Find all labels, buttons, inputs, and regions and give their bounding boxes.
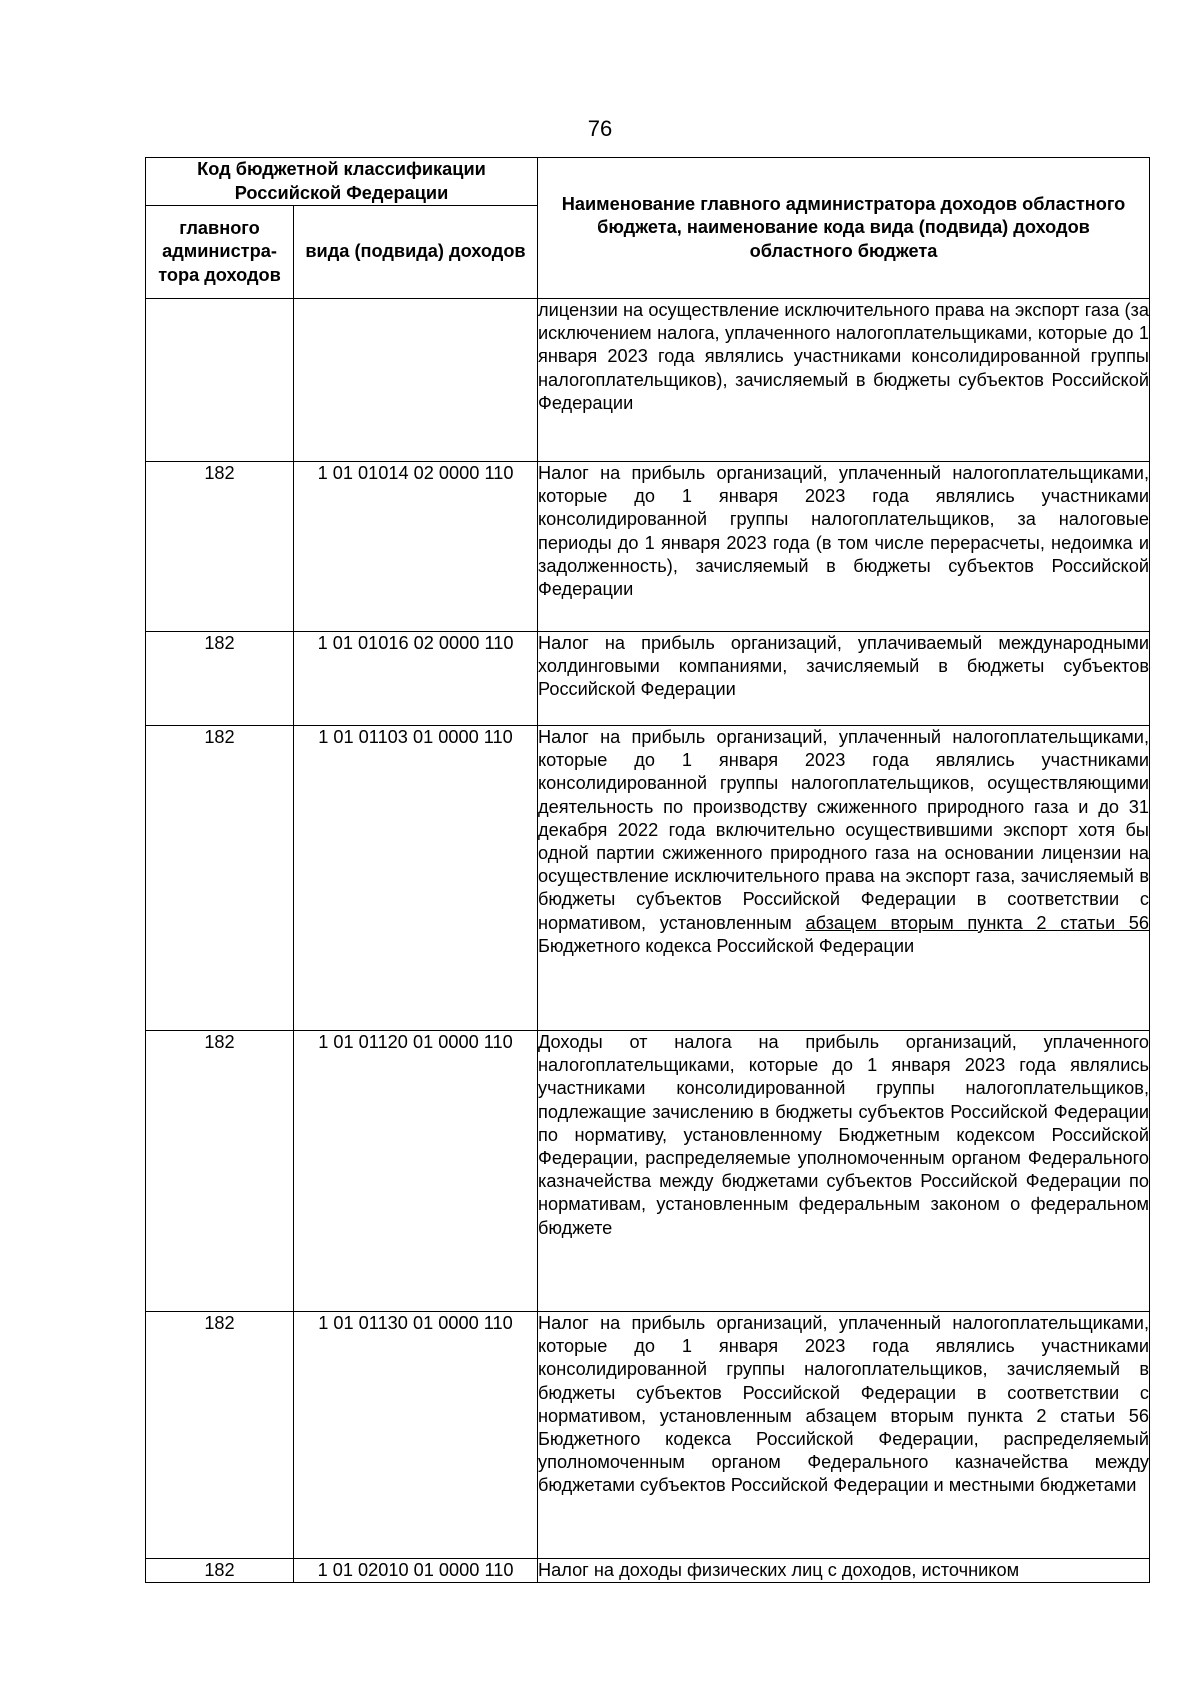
income-code-cell: 1 01 01130 01 0000 110 [294, 1312, 538, 1559]
table-row [146, 1559, 1150, 1583]
page-number: 76 [587, 116, 613, 141]
income-code-cell [294, 299, 538, 462]
income-code-cell: 1 01 02010 01 0000 110 [294, 1559, 538, 1583]
description-cell: лицензии на осуществление исключительного права на экспорт газа (за исключением налога, уплаченного налогоплательщиками, которые до 1 января 2023 года являлись участниками консолидированной группы налогоплательщиков), зачисляемый в бюджеты субъектов Российской Федерации [538, 299, 1150, 462]
description-cell: Налог на прибыль организаций, уплаченный налогоплательщиками, которые до 1 января 2023 года являлись участниками консолидированной группы налогоплательщиков, за налоговые периоды до 1 января 2023 года (в том числе перерасчеты, недоимка и задолженность), зачисляемый в бюджеты субъектов Российской Федерации [538, 462, 1150, 632]
description-cell: Налог на доходы физических лиц с доходов, источником [538, 1559, 1150, 1583]
admin-code-cell [146, 299, 294, 462]
table-row [146, 1312, 1150, 1559]
table-row [146, 1031, 1150, 1312]
admin-code-cell: 182 [146, 726, 294, 1031]
budget-classification-table [145, 157, 1150, 1583]
header-code: вида (подвида) доходов [294, 206, 538, 299]
header-name: Наименование главного администратора доходов областного бюджета, наименование кода вида (подвида) доходов областного бюджета [538, 158, 1150, 299]
income-code-cell: 1 01 01120 01 0000 110 [294, 1031, 538, 1312]
income-code-cell: 1 01 01016 02 0000 110 [294, 632, 538, 726]
description-text: Бюджетного кодекса Российской Федерации [538, 935, 915, 956]
admin-code-cell: 182 [146, 1312, 294, 1559]
admin-code-cell: 182 [146, 1031, 294, 1312]
table-row [146, 632, 1150, 726]
description-cell: Налог на прибыль организаций, уплачиваемый международными холдинговыми компаниями, зачисляемый в бюджеты субъектов Российской Федерации [538, 632, 1150, 726]
admin-code-cell: 182 [146, 462, 294, 632]
admin-code-cell: 182 [146, 632, 294, 726]
admin-code-cell: 182 [146, 1559, 294, 1583]
description-cell [538, 726, 1150, 1031]
table-row [146, 299, 1150, 462]
description-text: Налог на прибыль организаций, уплаченный налогоплательщиками, которые до 1 января 2023 года являлись участниками консолидированной группы налогоплательщиков, осуществляющими деятельность по производству сжиженного природного газа и до 31 декабря 2022 года включительно осуществившими экспорт хотя бы одной партии сжиженного природного газа на основании лицензии на осуществление исключительного права на экспорт газа, зачисляемый в бюджеты субъектов Российской Федерации в соответствии с нормативом, установленным [538, 727, 1149, 933]
table-row [146, 726, 1150, 1031]
description-cell: Налог на прибыль организаций, уплаченный налогоплательщиками, которые до 1 января 2023 года являлись участниками консолидированной группы налогоплательщиков, зачисляемый в бюджеты субъектов Российской Федерации в соответствии с нормативом, установленным абзацем вторым пункта 2 статьи 56 Бюджетного кодекса Российской Федерации, распределяемый уполномоченным органом Федерального казначейства между бюджетами субъектов Российской Федерации и местными бюджетами [538, 1312, 1150, 1559]
budget-code-article-link[interactable]: абзацем вторым пункта 2 статьи 56 [805, 912, 1149, 933]
income-code-cell: 1 01 01014 02 0000 110 [294, 462, 538, 632]
header-kbk-group: Код бюджетной классификации Российской Федерации [146, 158, 538, 206]
header-admin: главного администра-тора доходов [146, 206, 294, 299]
table-header [146, 158, 1150, 299]
income-code-cell: 1 01 01103 01 0000 110 [294, 726, 538, 1031]
description-cell: Доходы от налога на прибыль организаций, уплаченного налогоплательщиками, которые до 1 января 2023 года являлись участниками консолидированной группы налогоплательщиков, подлежащие зачислению в бюджеты субъектов Российской Федерации по нормативу, установленному Бюджетным кодексом Российской Федерации, распределяемые уполномоченным органом Федерального казначейства между бюджетами субъектов Российской Федерации по нормативам, установленным федеральным законом о федеральном бюджете [538, 1031, 1150, 1312]
table-row [146, 462, 1150, 632]
